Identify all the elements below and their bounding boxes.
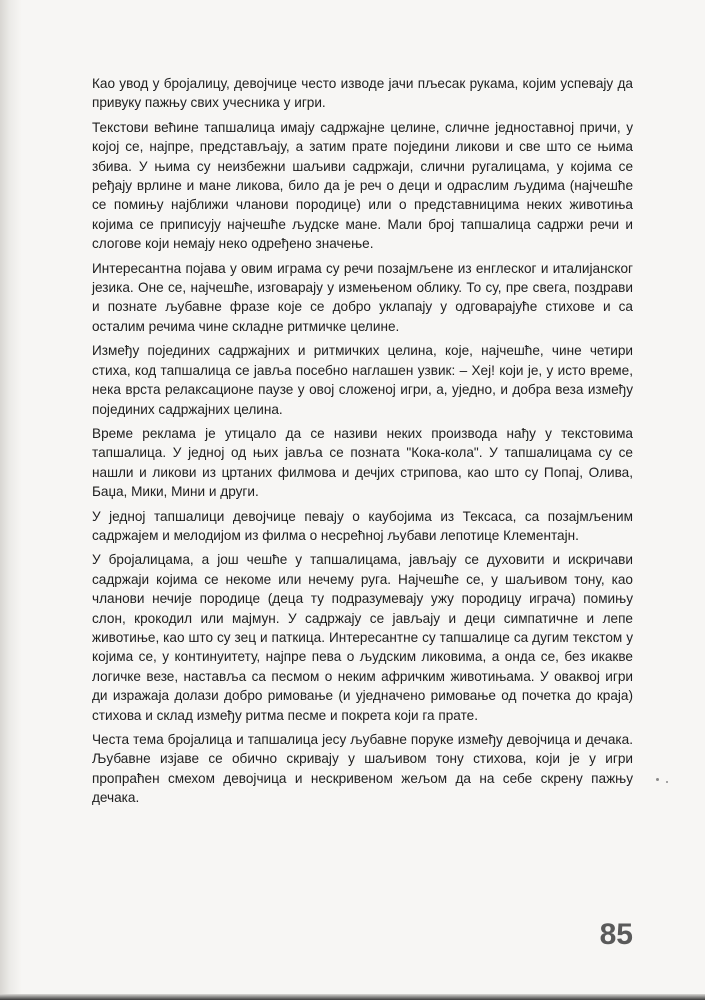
page-bottom-edge: [0, 994, 705, 1000]
page-number: 85: [599, 918, 633, 951]
paragraph-3: Интересантна појава у овим играма су речи позајмљене из енглеског и италијанског језика. Оне се, најчешће, изговарају у измењеном облику. То су, пре свега, поздрави и познате љубавне фразе које се добро уклапају у одговарајуће стихове и са осталим речима чине складне ритмичке целине.: [92, 260, 633, 334]
scan-speck: [666, 781, 668, 783]
body-text: [92, 74, 633, 813]
paragraph-2: Текстови већине тапшалица имају садржајне целине, сличне једноставној причи, у којој се, најпре, представљају, а затим прате поједини ликови и све што се њима збива. У њима су неизбежни шаљиви садржаји, слични ругалицама, у којима се ређају врлине и мане ликова, било да је реч о деци и одраслим људима (најчешће се помињу најближи чланови породице) или о представницима неких животиња којима се приписују најчешће људске мане. Мали број тапшалица садржи речи и слогове који немају неко одређено значење.: [92, 119, 633, 252]
paragraph-7: У бројалицама, а још чешће у тапшалицама, јављају се духовити и искричави садржаји којима се некоме или нечему руга. Најчешће се, у шаљивом тону, као чланови нечије породице (деца ту подразумевају ужу породицу играча) помињу слон, крокодил или мајмун. У садржају се јављају и деци симпатичне и лепе животиње, као што су зец и паткица. Интересантне су тапшалице са дугим текстом у којима се, у континуитету, најпре пева о људским ликовима, а онда се, без икакве логичке везе, наставља са песмом о неким афричким животињама. У оваквој игри ди изражаја долази добро римовање (и уједначено римовање од почетка до краја) стихова и склад између ритма песме и покрета који га прате.: [92, 552, 633, 723]
paragraph-4: Између појединих садржајних и ритмичких целина, које, најчешће, чине четири стиха, код тапшалица се јавља посебно наглашен узвик: – Хеј! који је, у исто време, нека врста релаксационе паузе у овој сложеној игри, а, уједно, и добра веза између појединих садржајних целина.: [92, 343, 633, 417]
paragraph-5: Време реклама је утицало да се називи неких производа нађу у текстовима тапшалица. У једној од њих јавља се позната "Кока-кола". У тапшалицама су се нашли и ликови из цртаних филмова и дечјих стрипова, као што су Попај, Олива, Баџа, Мики, Мини и други.: [92, 425, 633, 500]
paragraph-1: Као увод у бројалицу, девојчице често изводе јачи пљесак рукама, којим успевају да привуку пажњу свих учесника у игри.: [92, 76, 633, 111]
scan-speck: [656, 778, 659, 781]
paragraph-6: У једној тапшалици девојчице певају о каубојима из Тексаса, са позајмљеним садржајем и мелодијом из филма о несрећној љубави лепотице Клементајн.: [92, 508, 633, 543]
paragraph-8: Честа тема бројалица и тапшалица јесу љубавне поруке између девојчица и дечака. Љубавне изјаве се обично скривају у шаљивом тону стихова, који је у игри пропраћен смехом девојчица и нескривеном жељом да на себе скрену пажњу дечака.: [92, 732, 633, 806]
